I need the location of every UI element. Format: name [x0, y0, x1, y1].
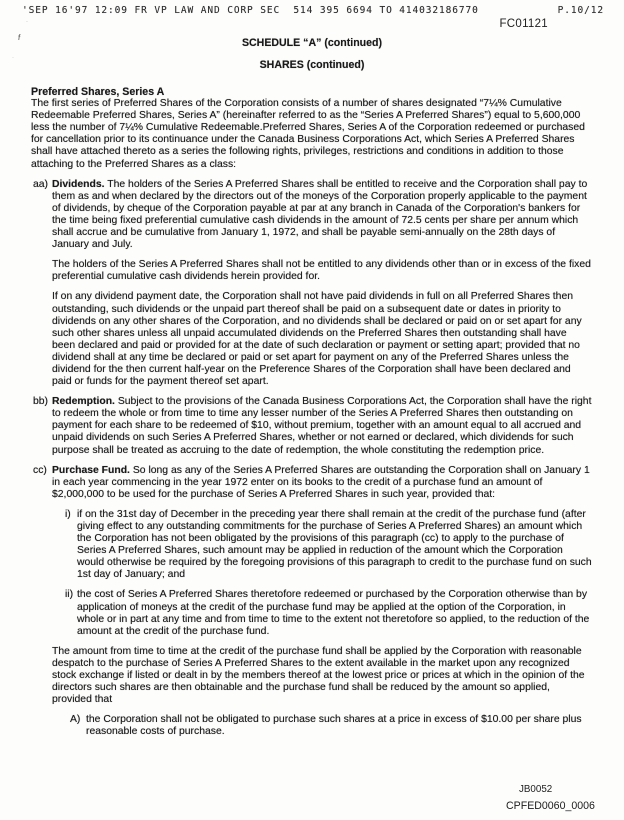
- fax-page-number: P.10/12: [557, 5, 604, 16]
- clause-cc-purchase-fund: [31, 465, 592, 739]
- clause-aa-dividends: [31, 179, 592, 389]
- subclause-label: i): [65, 508, 71, 520]
- clause-paragraph: The holders of the Series A Preferred Shares shall not be entitled to any dividends other than or in excess of the fixed preferential cumulative cash dividends herein provided for.: [52, 259, 591, 283]
- schedule-title: SCHEDULE “A” (continued): [241, 37, 383, 49]
- clause-paragraph: [52, 179, 592, 252]
- clause-bb-redemption: [31, 396, 592, 456]
- fax-header-text: 'SEP 16'97 12:09 FR VP LAW AND CORP SEC 514 395 6694 TO 414032186770: [22, 5, 479, 16]
- subclause-i: [52, 509, 592, 582]
- clause-text: The holders of the Series A Preferred Shares shall be entitled to receive and the Corporation shall pay to them as and when declared by the directors out of the moneys of the Corporation properly applicable to the payment of dividends, by cheque of the Corporation payable at par at any branch in Canada of the Corporation's bankers for the time being fixed preferential cumulative cash dividends in the amount of 72.5 cents per share per annum which shall accrue and be cumulative from January 1, 1972, and shall be payable semi-annually on the 28th days of January and July.: [52, 178, 588, 251]
- scan-artifact: f: [17, 32, 21, 43]
- subclause-ii: [52, 589, 592, 637]
- document-stamp: FC01121: [499, 18, 548, 30]
- subclause-text: the cost of Series A Preferred Shares theretofore redeemed or purchased by the Corporation otherwise than by application of moneys at the credit of the purchase fund may be applied at the option of the Corporation, in whole or in part at any time and from time to time to the extent not theretofore so applied, to the reduction of the amount at the credit of the purchase fund.: [77, 589, 590, 637]
- clause-body: [52, 465, 592, 739]
- clause-body: [52, 179, 592, 389]
- clause-text: So long as any of the Series A Preferred Shares are outstanding the Corporation shall on January 1 in each year commencing in the year 1972 enter on its books to the credit of a purchase fund an amount of $2,000,000 to be used for the purchase of Series A Preferred Shares in such year, provided that:: [52, 464, 590, 500]
- shares-title: SHARES (continued): [259, 59, 365, 71]
- clause-label: bb): [33, 396, 49, 408]
- proviso-A: [52, 714, 592, 738]
- section-heading: Preferred Shares, Series A: [31, 86, 165, 98]
- clause-paragraph: [52, 396, 592, 456]
- proviso-label: A): [70, 714, 81, 726]
- scan-artifact: ·: [12, 55, 14, 61]
- clause-text: Subject to the provisions of the Canada Business Corporations Act, the Corporation shall have the right to redeem the whole or from time to time any lesser number of the Series A Preferred Shares then outstanding on payment for each share to be redeemed of $10, without premium, together with an amount equal to all accrued and unpaid dividends on such Series A Preferred Shares, whether or not earned or declared, which dividends for such purpose shall be treated as accruing to the date of redemption, the whole constituting the redemption price.: [52, 396, 592, 456]
- fax-transmission-header: [0, 0, 624, 16]
- clause-label: aa): [33, 178, 49, 190]
- footer-reference-code: JB0052: [519, 784, 553, 795]
- footer-document-id: CPFED0060_0006: [506, 800, 595, 812]
- clause-paragraph: [52, 465, 592, 501]
- clause-paragraph: If on any dividend payment date, the Corporation shall not have paid dividends in full on all Preferred Shares then outstanding, such dividends or the unpaid part thereof shall be paid on a subsequent date or dates in priority to dividends on any other shares of the Corporation, and no dividends shall be declared or paid on or set apart for any such other shares unless all unpaid accumulated dividends on the Preferred Shares then outstanding shall have been declared and paid or provided for at the date of such declaration or payment or setting apart; provided that no dividend shall at any time be declared or paid or set apart for payment on any of the Preferred Shares unless the dividend for the then current half-year on the Preference Shares of the Corporation shall have been declared and paid or funds for the payment thereof set apart.: [52, 291, 582, 388]
- document-body: [0, 86, 624, 739]
- clause-title: Redemption.: [52, 396, 115, 408]
- clause-title: Purchase Fund.: [52, 464, 130, 476]
- subclause-label: ii): [65, 589, 74, 601]
- clause-label: cc): [33, 464, 47, 476]
- subclause-text: if on the 31st day of December in the preceding year there shall remain at the credit of the purchase fund (after giving effect to any outstanding commitments for the purchase of Series A Preferred Shares) an amount which the Corporation has not been obligated by the provisions of this paragraph (cc) to apply to the purchase of Series A Preferred Shares, such amount may be applied in reduction of the amount which the Corporation would otherwise be required by the foregoing provisions of this paragraph to credit to the purchase fund on such 1st day of January; and: [77, 508, 592, 581]
- clause-title: Dividends.: [52, 178, 105, 190]
- scan-artifact: ·: [26, 19, 28, 25]
- clause-body: [52, 396, 592, 456]
- intro-paragraph: The first series of Preferred Shares of the Corporation consists of a number of shares designated “7¼% Cumulative Redeemable Preferred Shares, Series A” (hereinafter referred to as the “Series A Preferred Shares”) equal to 5,600,000 less the number of 7¼% Cumulative Redeemable.Preferred Shares, Series A of the Corporation redeemed or purchased for cancellation prior to its continuance under the Canada Business Corporations Act, which Series A Preferred Shares shall have attached thereto as a series the following rights, privileges, restrictions and conditions in addition to those attaching to the Preferred Shares as a class:: [31, 98, 585, 170]
- clause-closing-paragraph: The amount from time to time at the credit of the purchase fund shall be applied by the Corporation with reasonable despatch to the purchase of Series A Preferred Shares to the extent available in the market upon any recognized stock exchange if listed or dealt in by the members thereof at the lowest price or prices at which in the opinion of the directors such shares are then obtainable and the purchase fund shall be reduced by the amount so applied, provided that: [52, 645, 585, 706]
- proviso-text: the Corporation shall not be obligated to purchase such shares at a price in excess of $10.00 per share plus reasonable costs of purchase.: [86, 714, 582, 738]
